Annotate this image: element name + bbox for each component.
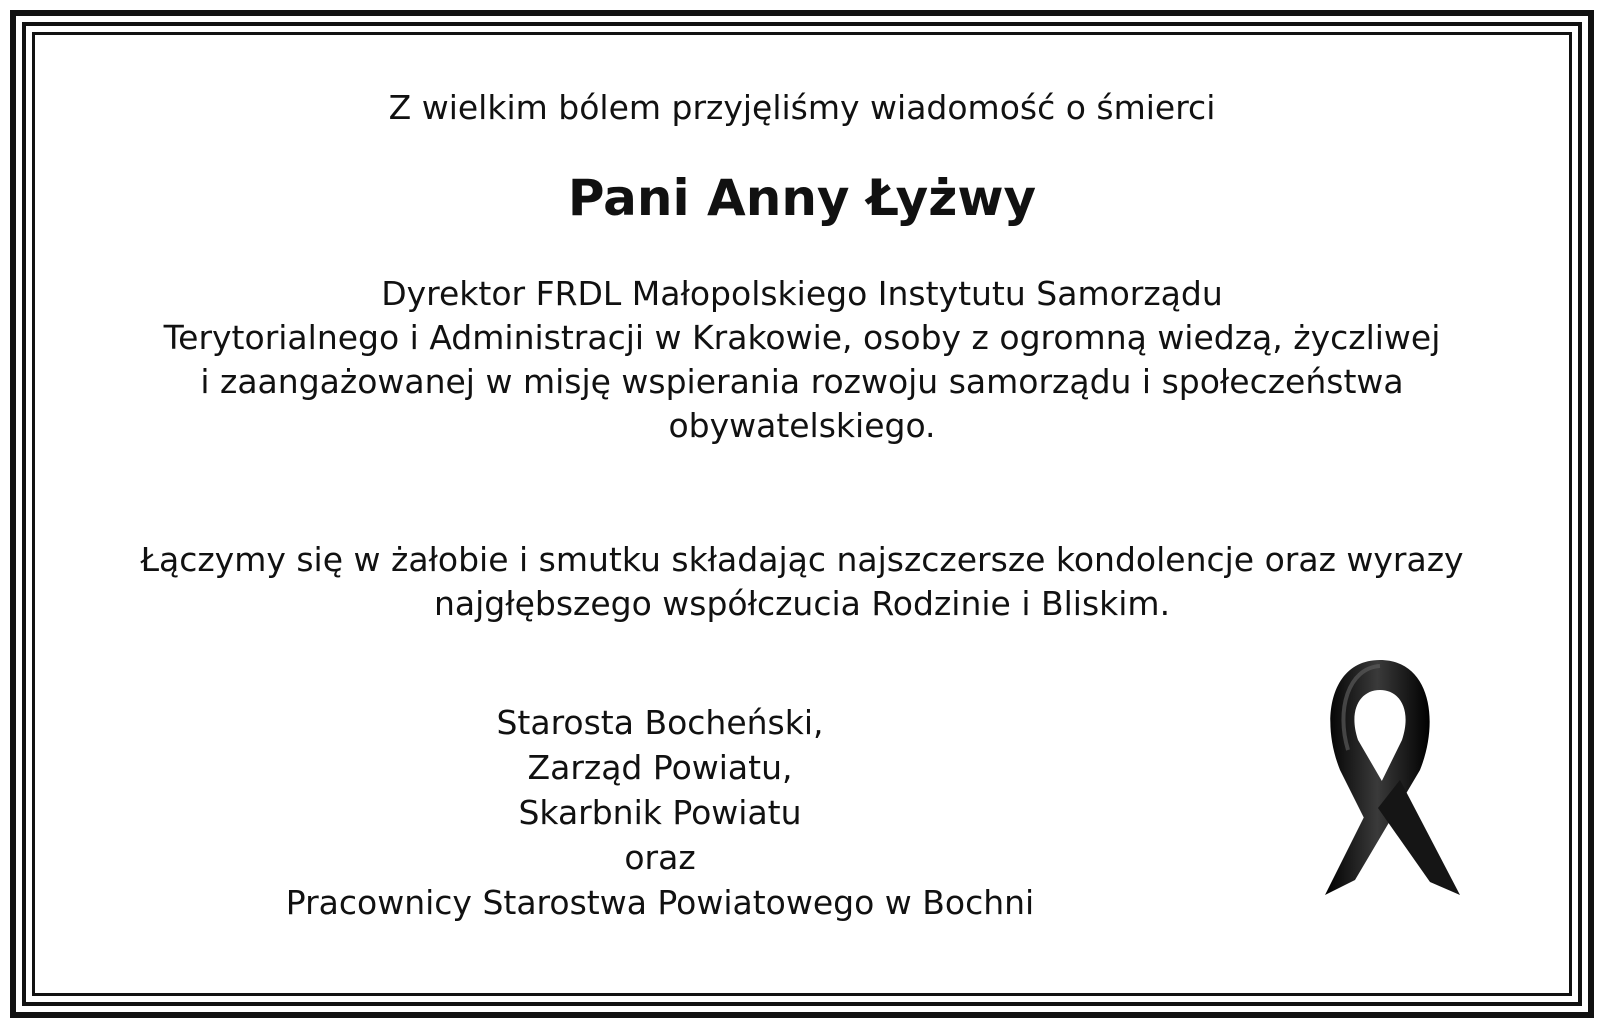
deceased-name: Pani Anny Łyżwy <box>567 169 1037 227</box>
description-line: Dyrektor FRDL Małopolskiego Instytutu Samorządu <box>381 274 1223 313</box>
condolence-line: Łączymy się w żałobie i smutku składając najszczersze kondolencje oraz wyrazy <box>140 540 1464 579</box>
signature-line: Zarząd Powiatu, <box>527 748 793 787</box>
description-line: obywatelskiego. <box>668 406 936 445</box>
signature-line: Skarbnik Powiatu <box>518 793 802 832</box>
description-line: Terytorialnego i Administracji w Krakowie, osoby z ogromną wiedzą, życzliwej <box>163 318 1441 357</box>
description-line: i zaangażowanej w misję wspierania rozwoju samorządu i społeczeństwa <box>200 362 1404 401</box>
signature-line: oraz <box>624 838 696 877</box>
signature-line: Pracownicy Starostwa Powiatowego w Bochni <box>285 883 1035 922</box>
signature-block <box>40 700 1280 925</box>
condolence-paragraph <box>40 538 1564 626</box>
signature-line: Starosta Bocheński, <box>496 703 824 742</box>
mourning-ribbon-icon <box>1270 630 1490 930</box>
description-paragraph <box>40 272 1564 448</box>
condolence-line: najgłębszego współczucia Rodzinie i Bliskim. <box>433 584 1171 623</box>
intro-text: Z wielkim bólem przyjęliśmy wiadomość o śmierci <box>388 88 1216 127</box>
